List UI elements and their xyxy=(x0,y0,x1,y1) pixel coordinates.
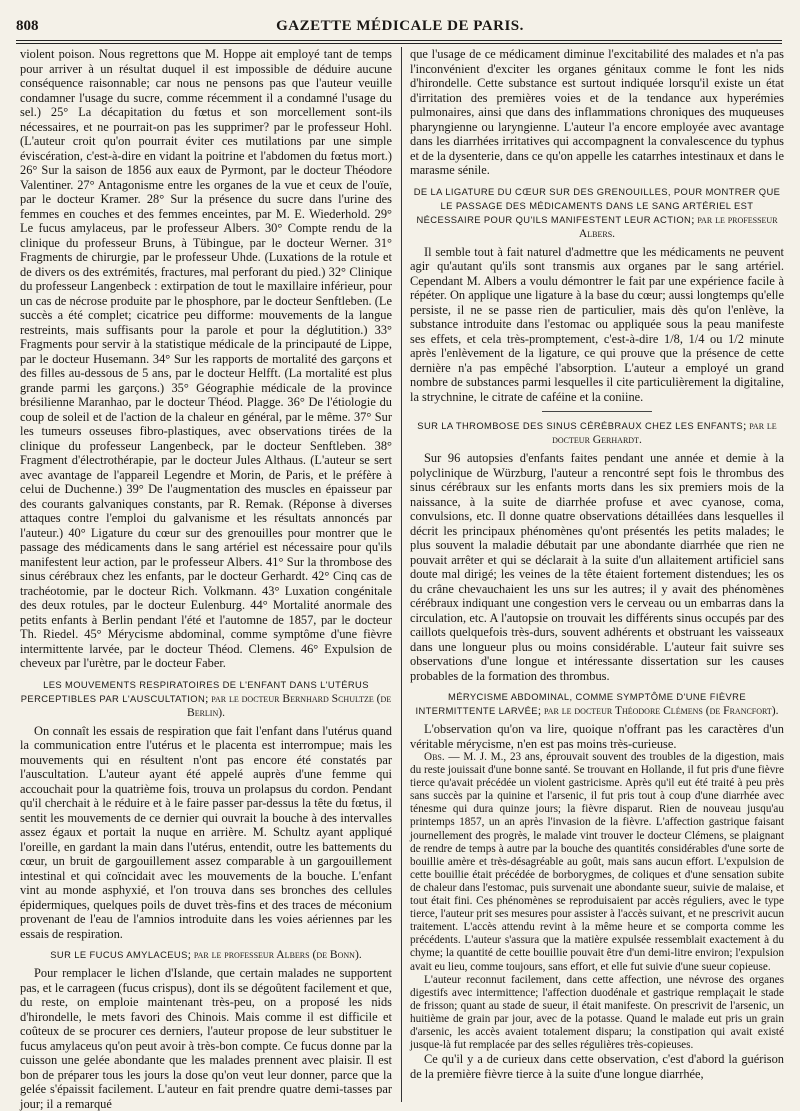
section-heading-merycisme xyxy=(410,690,784,718)
observation-paragraph xyxy=(410,751,784,974)
section-title: LES MOUVEMENTS RESPIRATOIRES DE L'ENFANT DANS L'UTÉRUS PERCEPTIBLES PAR L'AUSCULTATION xyxy=(20,678,369,704)
section-heading-respiration xyxy=(20,678,392,720)
section-heading-fucus xyxy=(20,948,392,962)
section-title: SUR LE FUCUS AMYLACEUS xyxy=(50,949,188,960)
section-title: SUR LA THROMBOSE DES SINUS CÉRÉBRAUX CHEZ LES ENFANTS xyxy=(417,420,744,431)
section-author: ; par le docteur Théodore Clémens (de Francfort). xyxy=(537,704,779,717)
section-heading-ligature xyxy=(410,185,784,241)
section-title: MÉRYCISME ABDOMINAL, COMME SYMPTÔME D'UNE FIÈVRE INTERMITTENTE LARVÉE xyxy=(415,691,746,716)
observation-paragraph-2: L'auteur reconnut facilement, dans cette affection, une névrose des organes digestifs avec intermittence; l'affection duodénale et gastrique remplaçait le stade de frisson; quant au stade de sueur, il était manifeste. On prescrivit de l'arsenic, un huitième de grain par jour, avec de la potasse. Quand le malade eut pris un grain d'arsenic, les accès avaient totalement disparu; la constipation qui avait existé jusque-là fut remplacée par des selles régulières très-copieuses. xyxy=(410,973,784,1052)
section-title: DE LA LIGATURE DU CŒUR SUR DES GRENOUILLES, POUR MONTRER QUE LE PASSAGE DES MÉDICAMENTS DANS LE SANG ARTÉRIEL EST NÉCESSAIRE POUR QU'ILS MANIFESTENT LEUR ACTION xyxy=(413,185,781,225)
section-body-fucus: Pour remplacer le lichen d'Islande, que certain malades ne supportent pas, et le carrageen (fucus crispus), dont ils se dégoûtent facilement et que, du reste, on emploie maintenant très-peu, on a proposé les nids d'hirondelle, le mets favori des Chinois. Mais comme il est difficile et coûteux de se procurer ces derniers, l'auteur propose de leur substituer le fucus amylaceus qu'on peut avoir à très-bon compte. Ce fucus donne par la cuisson une gelée abondante que les malades prennent avec plaisir. Il est bon de préparer tous les jours la dose qu'on veut leur donner, parce que la gelée s'épaissit facilement. L'auteur en fait prendre quatre demi-tasses par jour; il a remarqué xyxy=(20,966,392,1111)
right-column xyxy=(410,47,784,1103)
section-author: ; par le professeur Albers. xyxy=(578,212,778,240)
observation-label: Obs. xyxy=(424,751,445,763)
section-author: ; par le docteur Gerhardt. xyxy=(552,419,777,446)
section-body-thrombose: Sur 96 autopsies d'enfants faites pendant une année et demie à la polyclinique de Würzburg, l'auteur a rencontré sept fois le thrombus des sinus cérébraux sur les enfants morts dans les six premiers mois de la naissance, à la suite de diarrhée profuse et avec cyanose, coma, convulsions, etc. Il donne quatre observations détaillées dans lesquelles il décrit les principaux phénomènes qu'ont présentés les petits malades; le plus souvent la maladie débutait par une abondante diarrhée que rien ne pouvait arrêter et qui se déclarait à la suite d'un allaitement artificiel sans doute mal dirigé; les veines de la tête étaient fortement distendues; les os du crâne chevauchaient les uns sur les autres; il y avait des phénomènes cérébraux indiquant une congestion vers le cerveau ou un embarras dans la circulation, etc. A l'autopsie on trouvait les différents sinus occupés par des caillots quelquefois très-durs, souvent adhérents et obstruant les vaisseaux dans une longueur plus ou moins considérable. L'auteur fait suivre ses observations d'une longue et intéressante dissertation sur les causes probables de la formation des thrombus. xyxy=(410,451,784,683)
section-intro-merycisme: L'observation qu'on va lire, quoique n'offrant pas les caractères d'un véritable mérycisme, n'en est pas moins très-curieuse. xyxy=(410,722,784,751)
left-column xyxy=(20,47,392,1111)
article-list-paragraph: violent poison. Nous regrettons que M. Hoppe ait employé tant de temps pour arriver à un résultat duquel il est impossible de déduire aucune conséquence raisonnable; car nous ne pensons pas que l'auteur veuille condamner l'usage du sucre, comme récemment il a condamné l'usage du sel.) 25° La décapitation du fœtus et son morcellement sont-ils nécessaires, et ne pourrait-on pas les supprimer? par le professeur Hohl. (L'auteur croit qu'on pourrait éviter ces mutilations par une simple éviscération, c'est-à-dire en vidant la poitrine et l'abdomen du fœtus mort.) 26° Sur la saison de 1856 aux eaux de Pyrmont, par le docteur Théodore Valentiner. 27° Antagonisme entre les organes de la vue et ceux de l'ouïe, par le docteur Kramer. 28° Sur la présence du sucre dans l'urine des femmes en couches et des femmes enceintes, par M. E. Wiederhold. 29° Le fucus amylaceus, par le professeur Albers. 30° Compte rendu de la clinique du professeur Bruns, à Tübingue, par le docteur Werner. 31° Fragments de chirurgie, par le professeur Uhde. (Luxations de la rotule et de divers os des extrémités, fractures, mal perforant du pied.) 32° Clinique du professeur Langenbeck : extirpation de tout le maxillaire inférieur, pour un cas de nécrose produite par le phosphore, par le docteur Senftleben. (Le succès a été complet; cicatrice peu difforme: mouvements de la langue restreints, mais suffisants pour la parole et pour la déglutition.) 33° Fragments pour servir à la statistique médicale de la principauté de Lippe, par le docteur Husemann. 34° Sur les rapports de mortalité des garçons et des filles au-dessous de 5 ans, par le docteur Helfft. (La mortalité est plus grande parmi les garçons.) 35° Géographie médicale de la province brésilienne Maranhao, par le docteur Théod. Plagge. 36° De l'étiologie du coup de soleil et de l'action de la chaleur en général, par le même. 37° Sur les tumeurs osseuses fibro-plastiques, avec observations tirées de la clinique du professeur Langenbeck, par le docteur Senftleben. 38° Fragment d'électrothérapie, par le docteur Jules Althaus. (L'auteur se sert avec avantage de l'appareil Legendre et Morin, de Paris, et le préfère à celui de Duchenne.) 39° De l'augmentation des muscles en épaisseur par des courants galvaniques constants, par R. Remak. (Réponse à diverses attaques contre l'emploi du galvanisme et les résultats annoncés par l'auteur.) 40° Ligature du cœur sur des grenouilles pour montrer que le passage des médicaments dans le sang artériel est nécessaire pour qu'ils manifestent leur action, par le professeur Albers. 41° Sur la thrombose des sinus cérébraux chez les enfants, par le docteur Gerhardt. 42° Cinq cas de trachéotomie, par le docteur Rich. Volkmann. 43° Luxation congénitale des deux rotules, par le docteur Eulenburg. 44° Mortalité anormale des petits enfants à Berlin pendant l'été et l'automne de 1857, par le docteur Th. Riedel. 45° Mérycisme abdominal, comme symptôme d'une fièvre intermittente larvée, par le docteur Théod. Clemens. 46° Expulsion de cheveux par l'urètre, par le docteur Faber. xyxy=(20,47,392,670)
section-body-ligature: Il semble tout à fait naturel d'admettre que les médicaments ne peuvent agir qu'autant qu'ils sont transmis aux organes par le sang artériel. Cependant M. Albers a voulu démontrer le fait par une expérience facile à répéter. On applique une ligature à la base du cœur; aussi longtemps qu'elle persiste, il ne se passe rien de particulier, mais dès qu'on l'enlève, la substance introduite dans l'estomac ou appliquée sous la peau manifeste ses effets, et cela très-promptement, c'est-à-dire 1/8, 1/4 ou 1/2 minute après l'enlèvement de la ligature, ce qui prouve que la présence de cette dernière n'a pas empêché l'absorption. L'auteur a employé un grand nombre de substances parmi lesquelles il cite particulièrement la digitaline, la strychnine, le citrate de caféine et la coniine. xyxy=(410,244,784,404)
column-divider xyxy=(401,47,402,1102)
continued-paragraph: que l'usage de ce médicament diminue l'excitabilité des malades et n'a pas l'inconvénient d'exciter les organes génitaux comme le font les nids d'hirondelle. Cette substance est surtout indiquée lorsqu'il existe un état d'irritation des premières voies et de la tendance aux hyperémies pulmonaires, ainsi que dans des inflammations chroniques des muqueuses pharyngienne ou laryngienne. L'auteur l'a encore employée avec avantage dans les diarrhées irritatives qui accompagnent la convalescence du typhus et de la dysenterie, dans ce qu'on appelle les catarrhes intestinaux et dans le marasme sénile. xyxy=(410,47,784,177)
header-rule xyxy=(16,40,782,41)
closing-paragraph: Ce qu'il y a de curieux dans cette observation, c'est d'abord la guérison de la première fièvre tierce à la suite d'une longue diarrhée, xyxy=(410,1052,784,1081)
section-heading-thrombose xyxy=(410,419,784,447)
header-rule-thin xyxy=(16,43,782,44)
section-separator xyxy=(542,411,652,412)
page-number: 808 xyxy=(16,18,39,34)
section-author: ; par le docteur Bernhard Schultze (de Berlin). xyxy=(186,691,392,719)
section-body-respiration: On connaît les essais de respiration que fait l'enfant dans l'utérus quand la communication entre l'utérus et le placenta est interrompue; mais les mouvements qui en résultent n'ont pas encore été constatés par l'auscultation. L'auteur ayant été appelé auprès d'une femme qui accouchait pour la quatrième fois, trouva un prolapsus du cordon. Pendant qu'il cherchait à le réduire et à le faire passer par-dessus la tête du fœtus, il sentit les mouvements de ce dernier qui ouvrait la bouche à des intervalles assez égaux et portait la nuque en arrière. M. Schultz ayant appliqué l'oreille, en gardant la main dans l'utérus, entendit, outre les battements du cœur, un bruit de gargouillement assez comparable à un gargouillement intestinal et qui coïncidait avec les mouvements de la bouche. L'enfant vint au monde asphyxié, et l'on trouva dans ses bronches des cellules épidermiques, quelques poils de duvet très-fins et des traces de méconium provenant de l'eau de l'amnios introduite dans les voies aériennes par les essais de respiration. xyxy=(20,723,392,941)
journal-title: GAZETTE MÉDICALE DE PARIS. xyxy=(276,18,524,34)
section-author: ; par le professeur Albers (de Bonn). xyxy=(187,948,362,961)
observation-text: — M. J. M., 23 ans, éprouvait souvent des troubles de la digestion, mais du reste jouissait d'une bonne santé. Se trouvant en Hollande, il fut pris d'une fièvre tierce qu'avait précédée un violent gastricisme. Après qu'il eut été traité à peu près sans succès par la quinine et l'arsenic, il fut pris tout à coup d'une diarrhée avec ténesme qui dura quinze jours; la fièvre disparut. Rien de nouveau jusqu'au printemps 1857, un an après l'invasion de la fièvre. L'affection gastrique faisant journellement des progrès, le malade vint trouver le docteur Clémens, se plaignant de rendre de temps à autre par la bouche des quantités considérables d'une sorte de bouillie amère et très-désagréable au goût, mais sans aucun effort. L'expulsion de cette bouillie était précédée de borborygmes, de coliques et d'une sensation subite de chaleur dans l'estomac, puis survenait une abondante sueur, suivie de malaise, et tout était fini. Ces phénomènes se reproduisaient par accès réguliers, avec le type tierce, l'auteur prit ses mesures pour assister à l'accès suivant, et ne prescrivit aucun traitement. L'accès attendu revint à la même heure et se comporta comme les précédents. L'auteur s'assura que la matière expulsée ressemblait exactement à du chyme; la quantité de cette bouillie pouvait être d'un demi-litre environ; l'expulsion avait eu lieu, comme toujours, sans effort, et elle fut suivie d'une sueur copieuse. xyxy=(410,751,785,973)
